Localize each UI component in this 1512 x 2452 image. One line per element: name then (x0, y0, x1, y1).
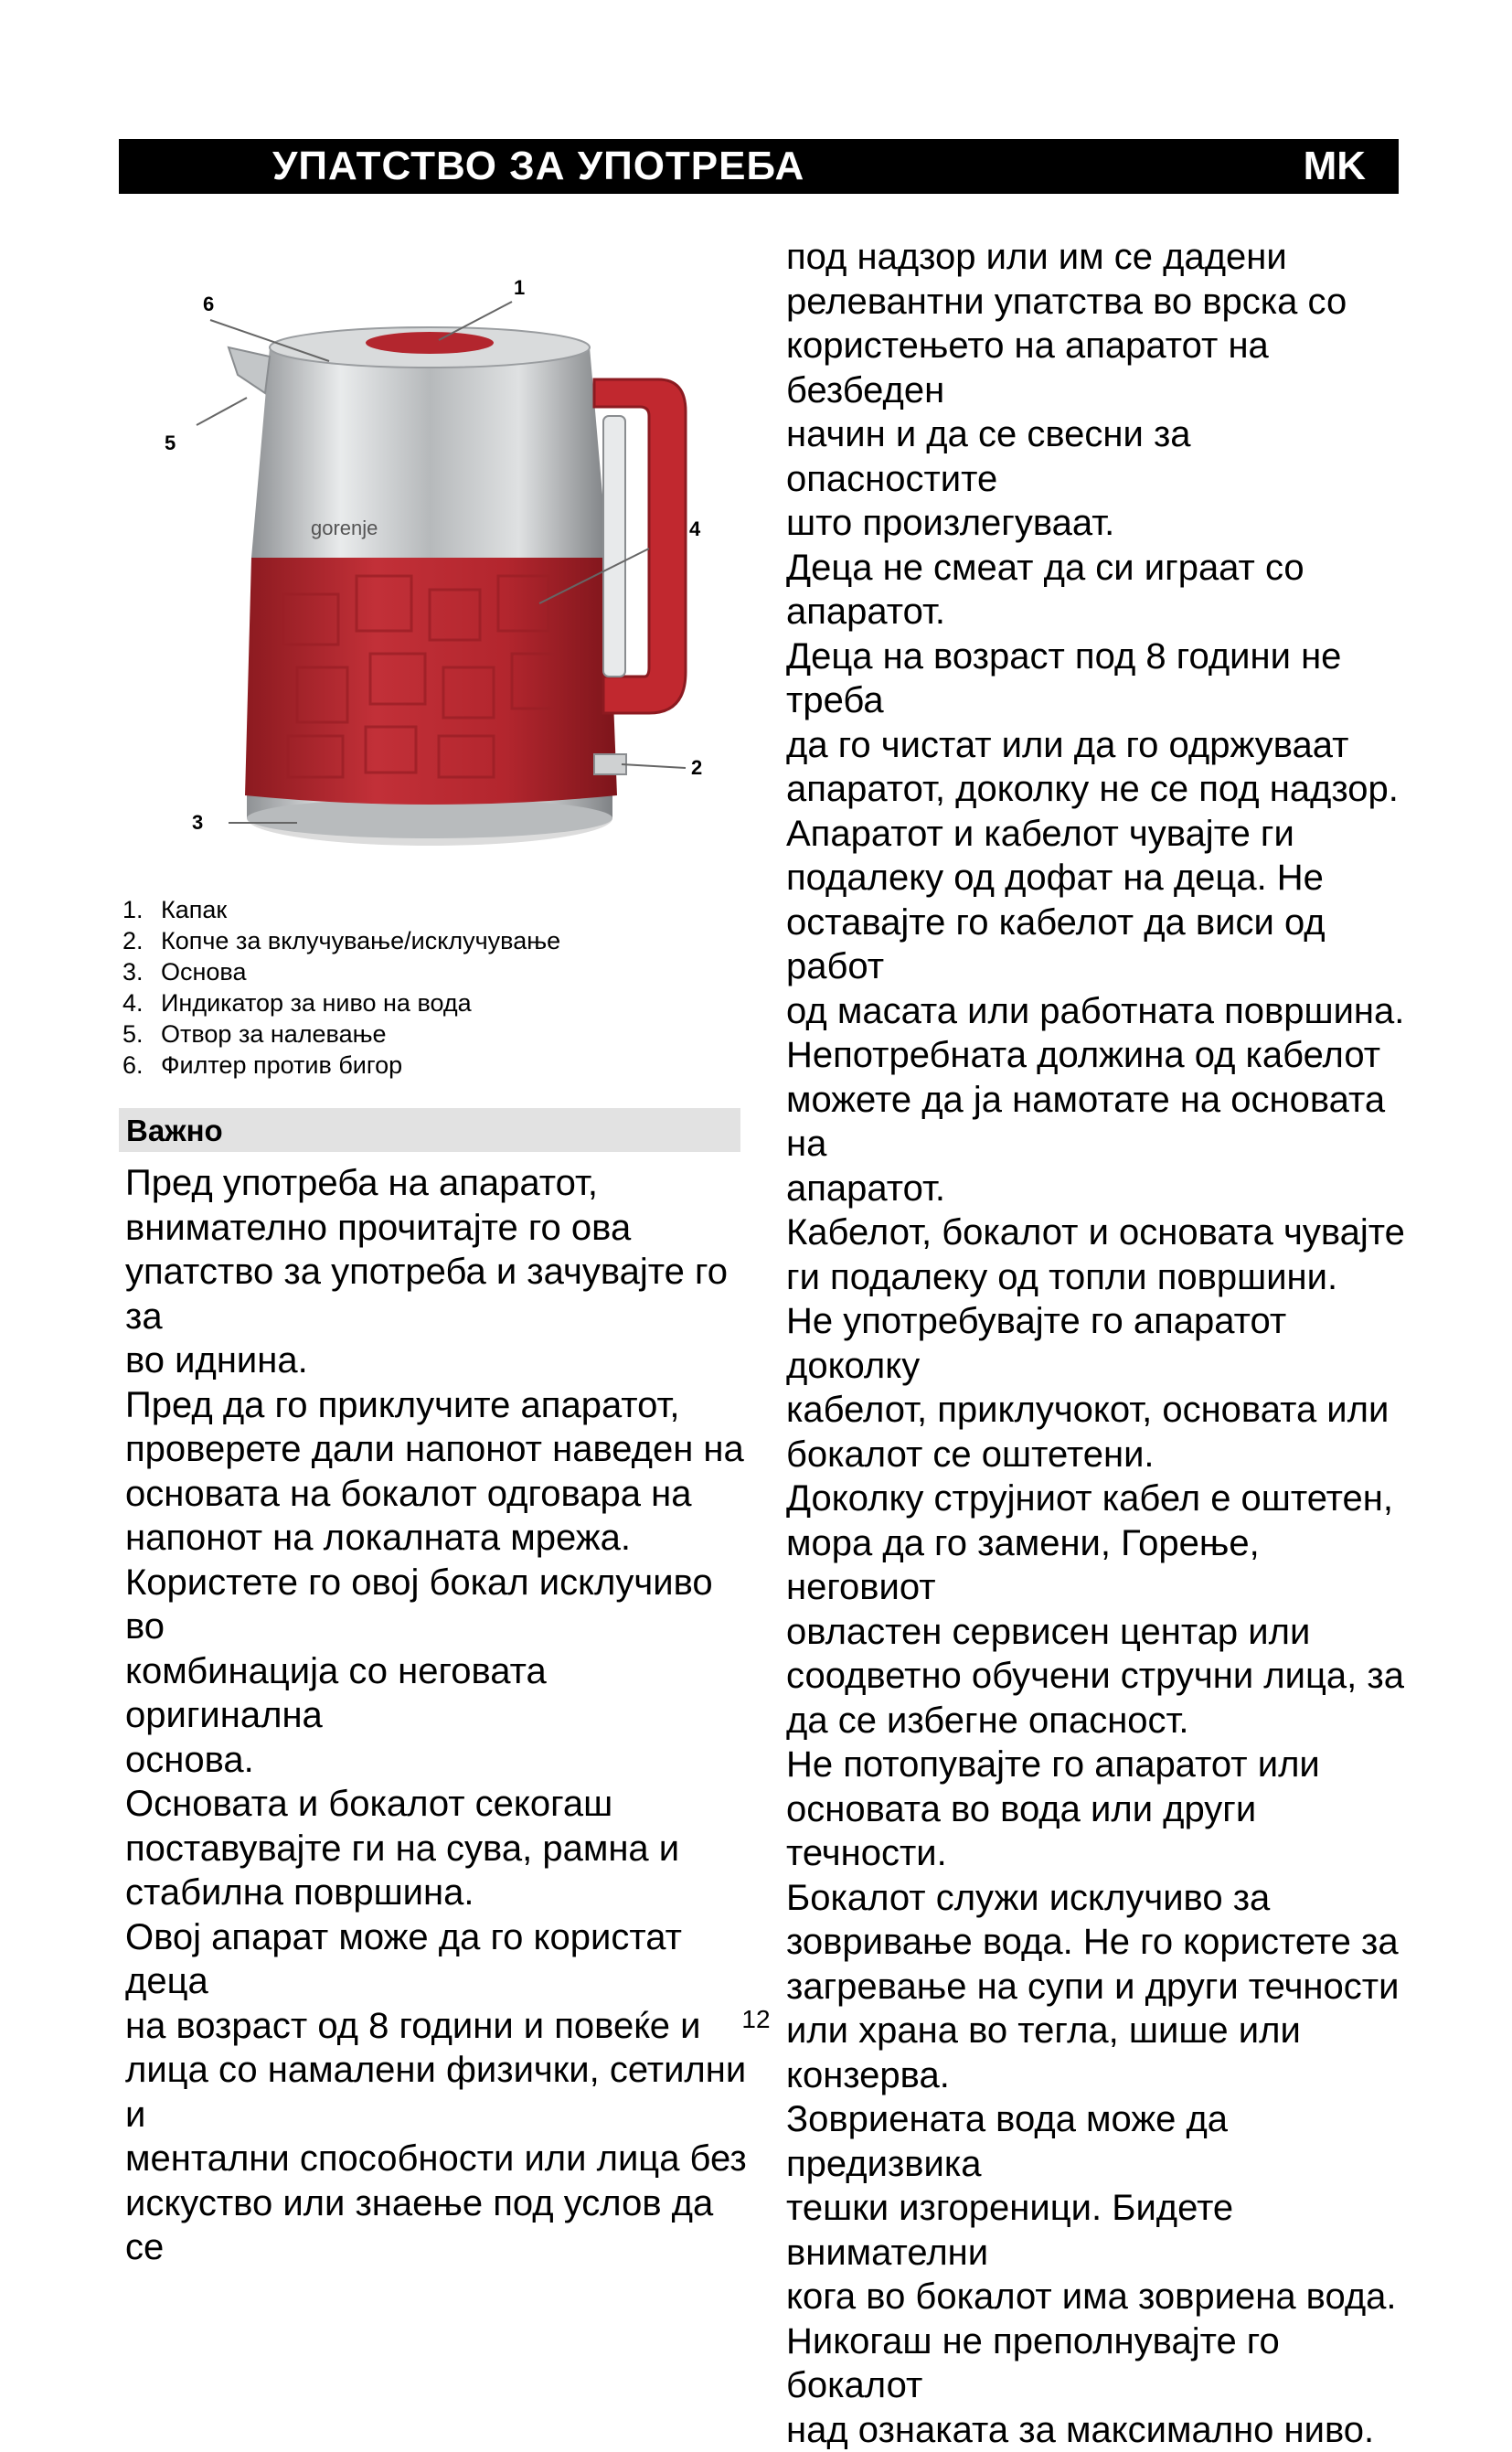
text-line: загревање на супи и други течности (786, 1965, 1408, 2010)
callout-2: 2 (691, 756, 702, 779)
text-line: мора да го замени, Горење, неговиот (786, 1521, 1408, 1610)
text-line: подалеку од дофат на деца. Не (786, 856, 1408, 901)
text-line: Не употребувајте го апаратот доколку (786, 1299, 1408, 1388)
text-line: да се избегне опасност. (786, 1699, 1408, 1743)
text-line: Никогаш не преполнувајте го бокалот (786, 2319, 1408, 2408)
right-text-column (786, 235, 1408, 2452)
spout (229, 347, 270, 393)
text-line: Основата и бокалот секогаш (125, 1782, 747, 1827)
power-switch (594, 754, 626, 774)
text-line: бокалот се оштетени. (786, 1433, 1408, 1477)
text-line: основа. (125, 1738, 747, 1783)
text-line: Пред употреба на апаратот, (125, 1161, 747, 1206)
section-title: Важно (126, 1114, 223, 1148)
text-line: апаратот. (786, 1167, 1408, 1211)
text-line: Апаратот и кабелот чувајте ги (786, 812, 1408, 857)
text-line: Бокалот служи исклучиво за (786, 1876, 1408, 1921)
text-line: релевантни упатства во врска со (786, 280, 1408, 325)
text-line: тешки изгореници. Бидете внимателни (786, 2186, 1408, 2275)
parts-list-item: 3. Основа (122, 956, 560, 987)
text-line: да го чистат или да го одржуваат (786, 723, 1408, 768)
kettle-illustration (137, 256, 722, 896)
text-line: искуство или знаење под услов да се (125, 2181, 747, 2270)
text-line: над ознаката за максимално ниво. (786, 2408, 1408, 2452)
kettle-figure (137, 256, 722, 896)
text-line: оставајте го кабелот да виси од работ (786, 901, 1408, 989)
parts-list-item: 4. Индикатор за ниво на вода (122, 987, 560, 1018)
callout-6: 6 (203, 293, 214, 315)
page-title: УПАТСТВО ЗА УПОТРЕБА (272, 144, 804, 189)
text-line: основата на бокалот одговара на (125, 1472, 747, 1517)
text-line: што произлегуваат. (786, 501, 1408, 546)
parts-list-item: 6. Филтер против бигор (122, 1050, 560, 1081)
text-line: ментални способности или лица без (125, 2137, 747, 2181)
text-line: кога во бокалот има зовриена вода. (786, 2275, 1408, 2319)
section-heading-bar (119, 1108, 740, 1152)
text-line: Непотребната должина од кабелот (786, 1033, 1408, 1078)
language-code: MK (1304, 144, 1366, 189)
text-line: конзерва. (786, 2053, 1408, 2098)
text-line: лица со намалени физички, сетилни и (125, 2048, 747, 2137)
text-line: од масата или работната површина. (786, 989, 1408, 1034)
text-line: Зовриената вода може да предизвика (786, 2097, 1408, 2186)
kettle-steel-body (251, 347, 608, 558)
text-line: основата во вода или други течности. (786, 1787, 1408, 1876)
callout-1: 1 (514, 276, 525, 299)
text-line: внимателно прочитајте го ова (125, 1206, 747, 1251)
text-line: начин и да се свесни за опасностите (786, 412, 1408, 501)
text-line: под надзор или им се дадени (786, 235, 1408, 280)
parts-list-item: 5. Отвор за налевање (122, 1018, 560, 1050)
text-line: апаратот, доколку не се под надзор. (786, 767, 1408, 812)
text-line: Деца на возраст под 8 години не треба (786, 634, 1408, 723)
text-line: овластен сервисен центар или (786, 1610, 1408, 1655)
text-line: стабилна површина. (125, 1871, 747, 1915)
water-level-window (603, 416, 625, 677)
text-line: Пред да го приклучите апаратот, (125, 1383, 747, 1428)
text-line: во иднина. (125, 1338, 747, 1383)
text-line: соодветно обучени стручни лица, за (786, 1654, 1408, 1699)
text-line: Доколку струјниот кабел е оштетен, (786, 1477, 1408, 1521)
callout-5: 5 (165, 432, 176, 454)
text-line: проверете дали напонот наведен на (125, 1427, 747, 1472)
text-line: можете да ја намотате на основата на (786, 1078, 1408, 1167)
text-line: Деца не смеат да си играат со (786, 546, 1408, 591)
text-line: апаратот. (786, 590, 1408, 634)
brand-logo: gorenje (311, 517, 378, 539)
callout-3: 3 (192, 811, 203, 834)
text-line: користењето на апаратот на безбеден (786, 324, 1408, 412)
callout-4: 4 (689, 517, 701, 540)
page-number: 12 (0, 2005, 1512, 2034)
text-line: Овој апарат може да го користат деца (125, 1915, 747, 2004)
parts-list-item: 2. Копче за вклучување/исклучување (122, 925, 560, 956)
text-line: Кабелот, бокалот и основата чувајте (786, 1210, 1408, 1255)
header-bar (119, 139, 1399, 194)
text-line: напонот на локалната мрежа. (125, 1516, 747, 1561)
text-line: Користете го овој бокал исклучиво во (125, 1561, 747, 1649)
text-line: зовривање вода. Не го користете за (786, 1920, 1408, 1965)
text-line: поставувајте ги на сува, рамна и (125, 1827, 747, 1871)
text-line: комбинација со неговата оригинална (125, 1649, 747, 1738)
text-line: кабелот, приклучокот, основата или (786, 1388, 1408, 1433)
text-line: Не потопувајте го апаратот или (786, 1743, 1408, 1787)
lid-button (366, 332, 494, 354)
text-line: ги подалеку од топли површини. (786, 1255, 1408, 1300)
text-line: упатство за употреба и зачувајте го за (125, 1250, 747, 1338)
parts-list-item: 1. Капак (122, 894, 560, 925)
text-line: или храна во тегла, шише или (786, 2009, 1408, 2053)
parts-list (122, 894, 560, 1081)
text-line: на возраст од 8 години и повеќе и (125, 2004, 747, 2049)
left-text-column (125, 1161, 747, 2270)
